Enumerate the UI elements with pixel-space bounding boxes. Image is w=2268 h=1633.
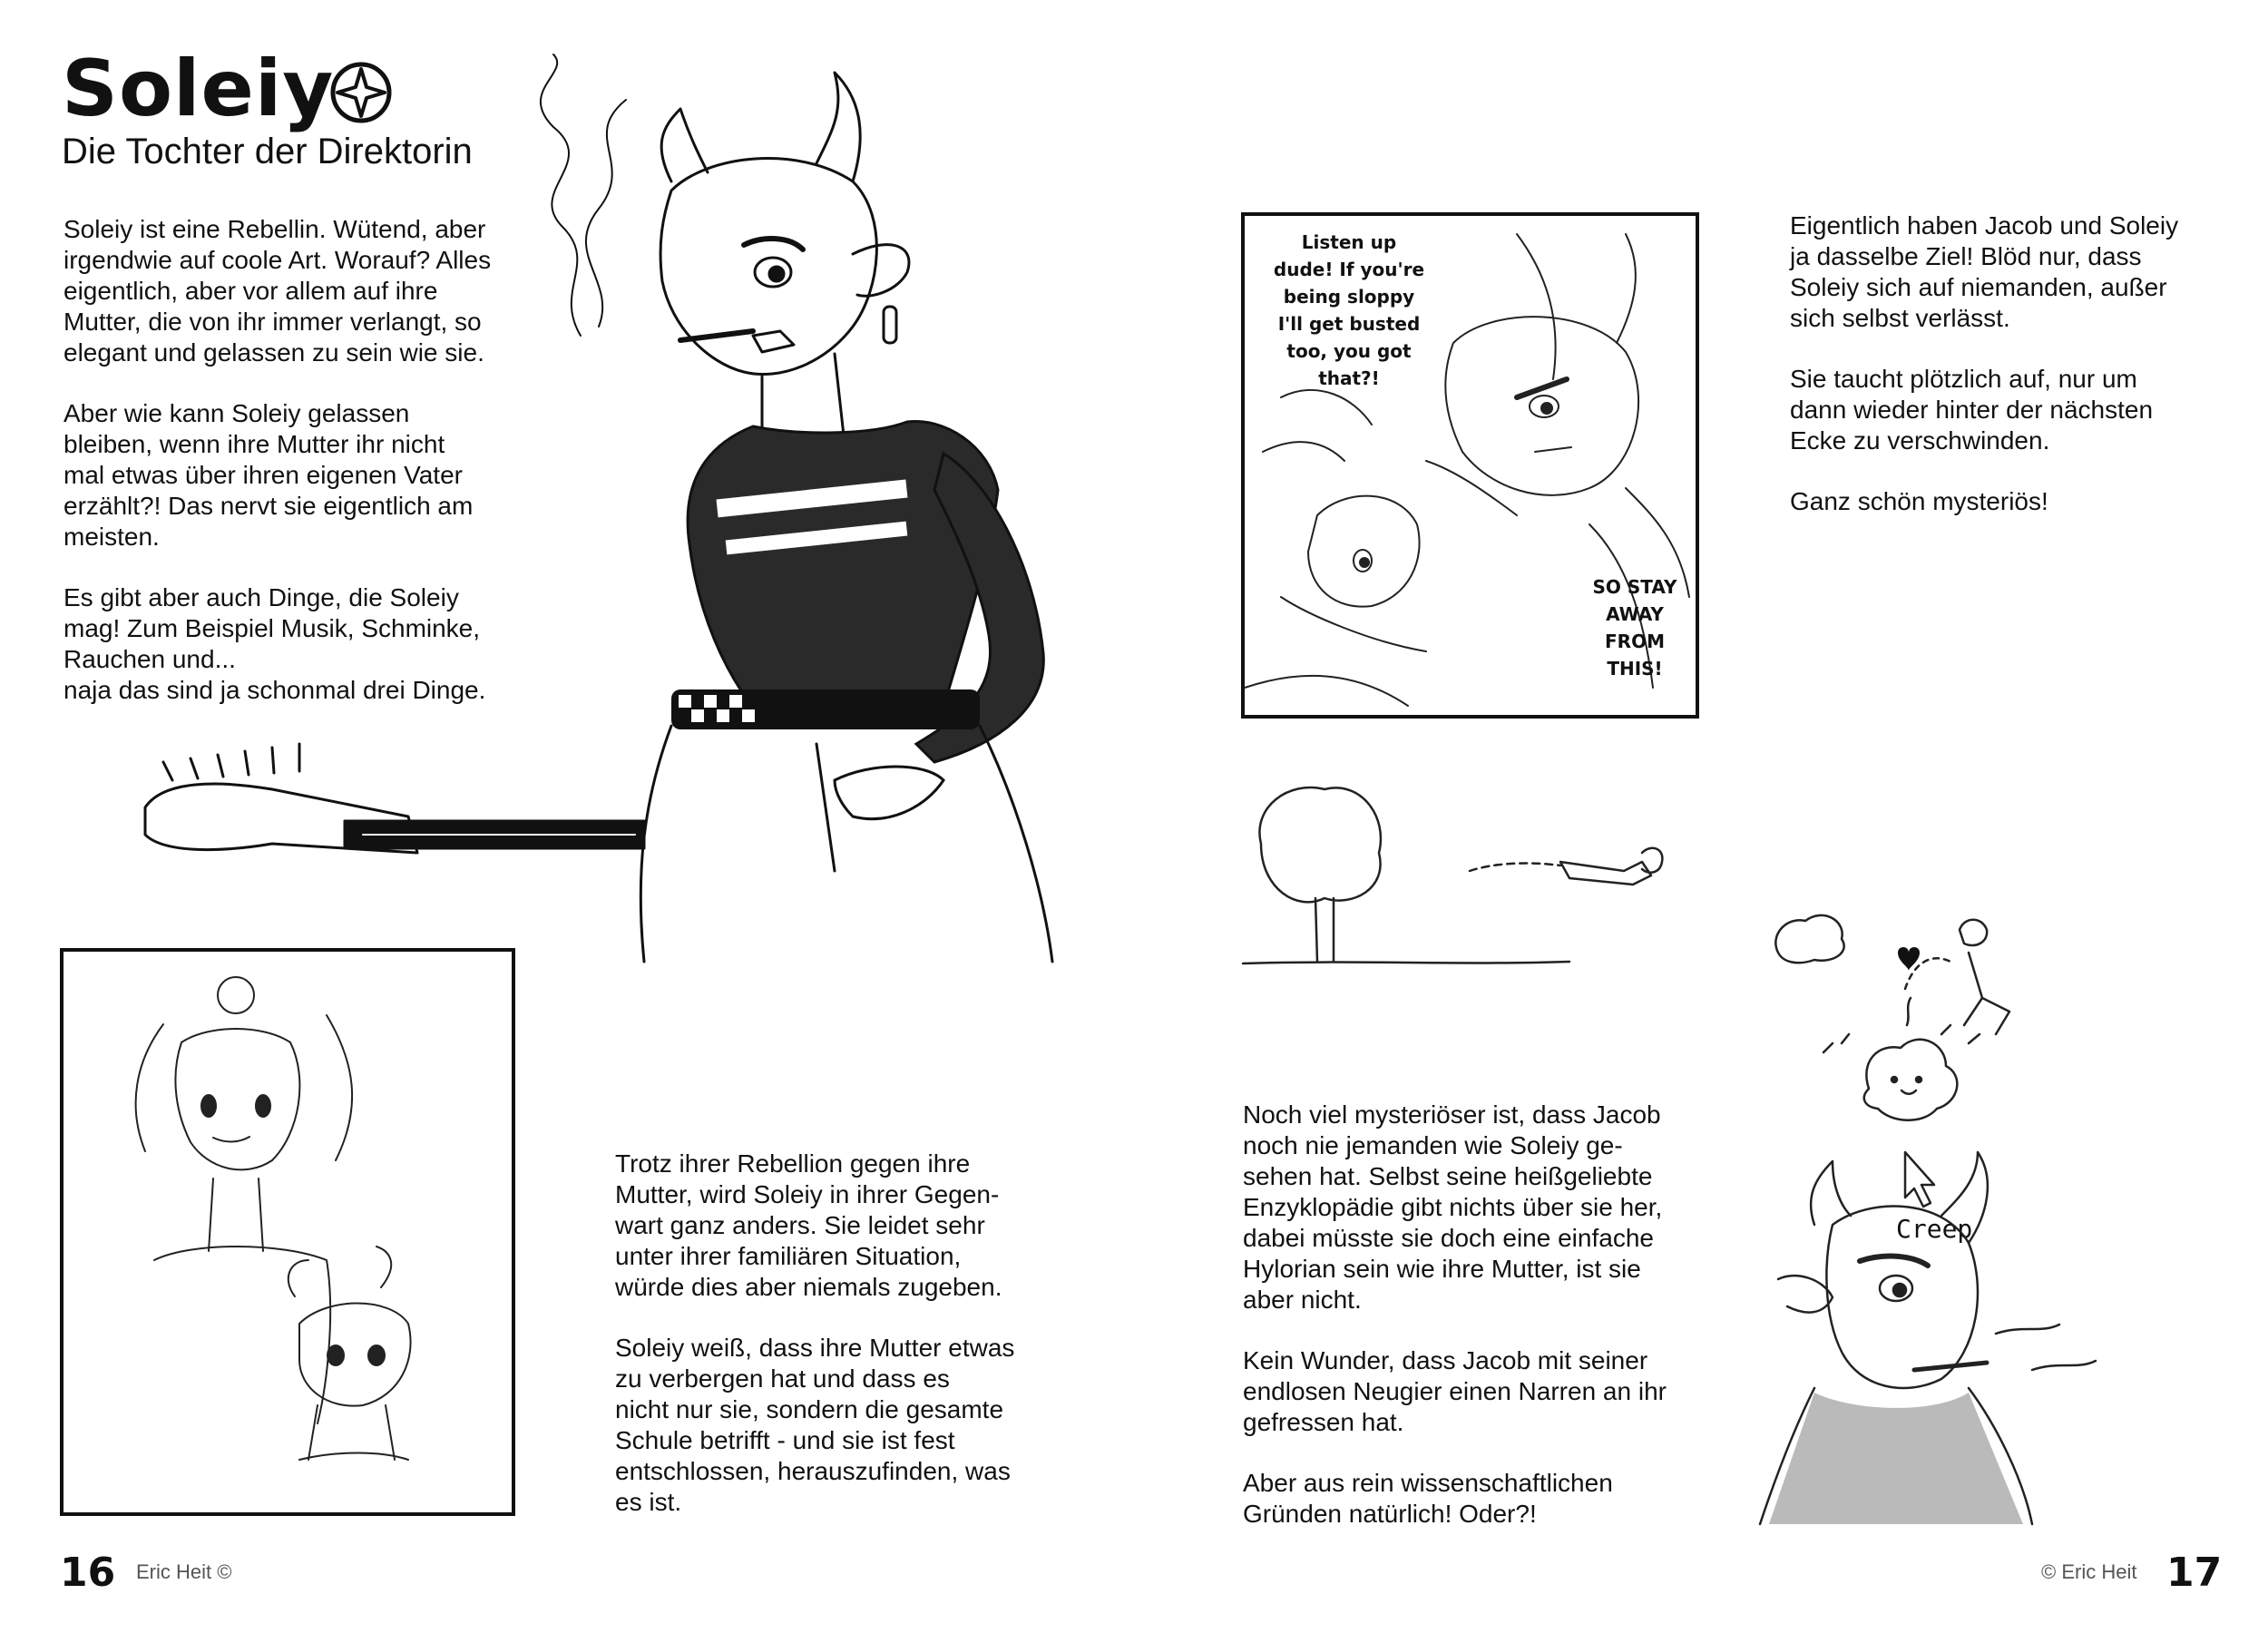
- comic-panel: [1241, 212, 1699, 719]
- soleiy-illustration: [127, 54, 1143, 971]
- body-paragraph: Sie taucht plötzlich auf, nur um dann wieder hinter der nächsten Ecke zu verschwinden.: [1790, 365, 2154, 455]
- page-subtitle: Die Tochter der Direktorin: [62, 132, 473, 171]
- body-paragraph: Ganz schön mysteriös!: [1790, 487, 2048, 515]
- body-paragraph: Soleiy weiß, dass ihre Mutter etwas zu verbergen hat und dass es nicht nur sie, sondern die gesamte Schule betrifft - und sie ist fest entschlossen, herauszufinden, was es ist.: [615, 1334, 1015, 1516]
- credit-left: Eric Heit ©: [136, 1560, 232, 1583]
- soleiy-head-sketch: [1760, 1152, 2159, 1524]
- intro-paragraph: Soleiy ist eine Rebellin. Wütend, aber irgendwie auf coole Art. Worauf? Alles eigentlich, aber vor allem auf ihre Mutter, die von ihr immer verlangt, so elegant und gelassen zu sein wie sie.: [64, 215, 492, 367]
- right-top-text: [1790, 210, 2244, 547]
- page-title: Soleiy: [62, 44, 335, 134]
- intro-paragraph: Aber wie kann Soleiy gelassen bleiben, wenn ihre Mutter ihr nicht mal etwas über ihren eigenen Vater erzählt?! Das nervt sie eigentlich am meisten.: [64, 399, 474, 551]
- speech-bubble: Listen up dude! If you're being sloppy I'll get busted too, you got that?!: [1273, 231, 1425, 389]
- page-number-left: 16: [60, 1550, 116, 1596]
- right-bottom-text: [1243, 1100, 1751, 1560]
- body-paragraph: Trotz ihrer Rebellion gegen ihre Mutter, wird Soleiy in ihrer Gegen- wart ganz anders. Sie leidet sehr unter ihrer familiären Situation, würde dies aber niemals zugeben.: [615, 1149, 1002, 1301]
- speech-bubble: SO STAY AWAY FROM THIS!: [1592, 576, 1677, 680]
- credit-right: © Eric Heit: [2041, 1560, 2137, 1583]
- left-bottom-text: [615, 1149, 1087, 1548]
- body-paragraph: Aber aus rein wissenschaftlichen Gründen natürlich! Oder?!: [1243, 1469, 1613, 1528]
- body-paragraph: Eigentlich haben Jacob und Soleiy ja dasselbe Ziel! Blöd nur, dass Soleiy sich auf niemanden, außer sich selbst verlässt.: [1790, 211, 2179, 332]
- sketch-panel: [60, 948, 515, 1516]
- intro-paragraph: Es gibt aber auch Dinge, die Soleiy mag! Zum Beispiel Musik, Schminke, Rauchen und... naja das sind ja schonmal drei Dinge.: [64, 583, 486, 704]
- creep-label: Creep: [1896, 1214, 1973, 1244]
- sketch-illustration: [64, 952, 512, 1512]
- body-paragraph: Noch viel mysteriöser ist, dass Jacob noch nie jemanden wie Soleiy ge- sehen hat. Selbst seine heißgeliebte Enzyklopädie gibt nichts über sie her, dabei müsste sie doch eine einfache Hylorian sein wie ihre Mutter, ist sie aber nicht.: [1243, 1100, 1663, 1314]
- body-paragraph: Kein Wunder, dass Jacob mit seiner endlosen Neugier einen Narren an ihr gefressen hat.: [1243, 1346, 1667, 1436]
- page-number-right: 17: [2166, 1550, 2223, 1596]
